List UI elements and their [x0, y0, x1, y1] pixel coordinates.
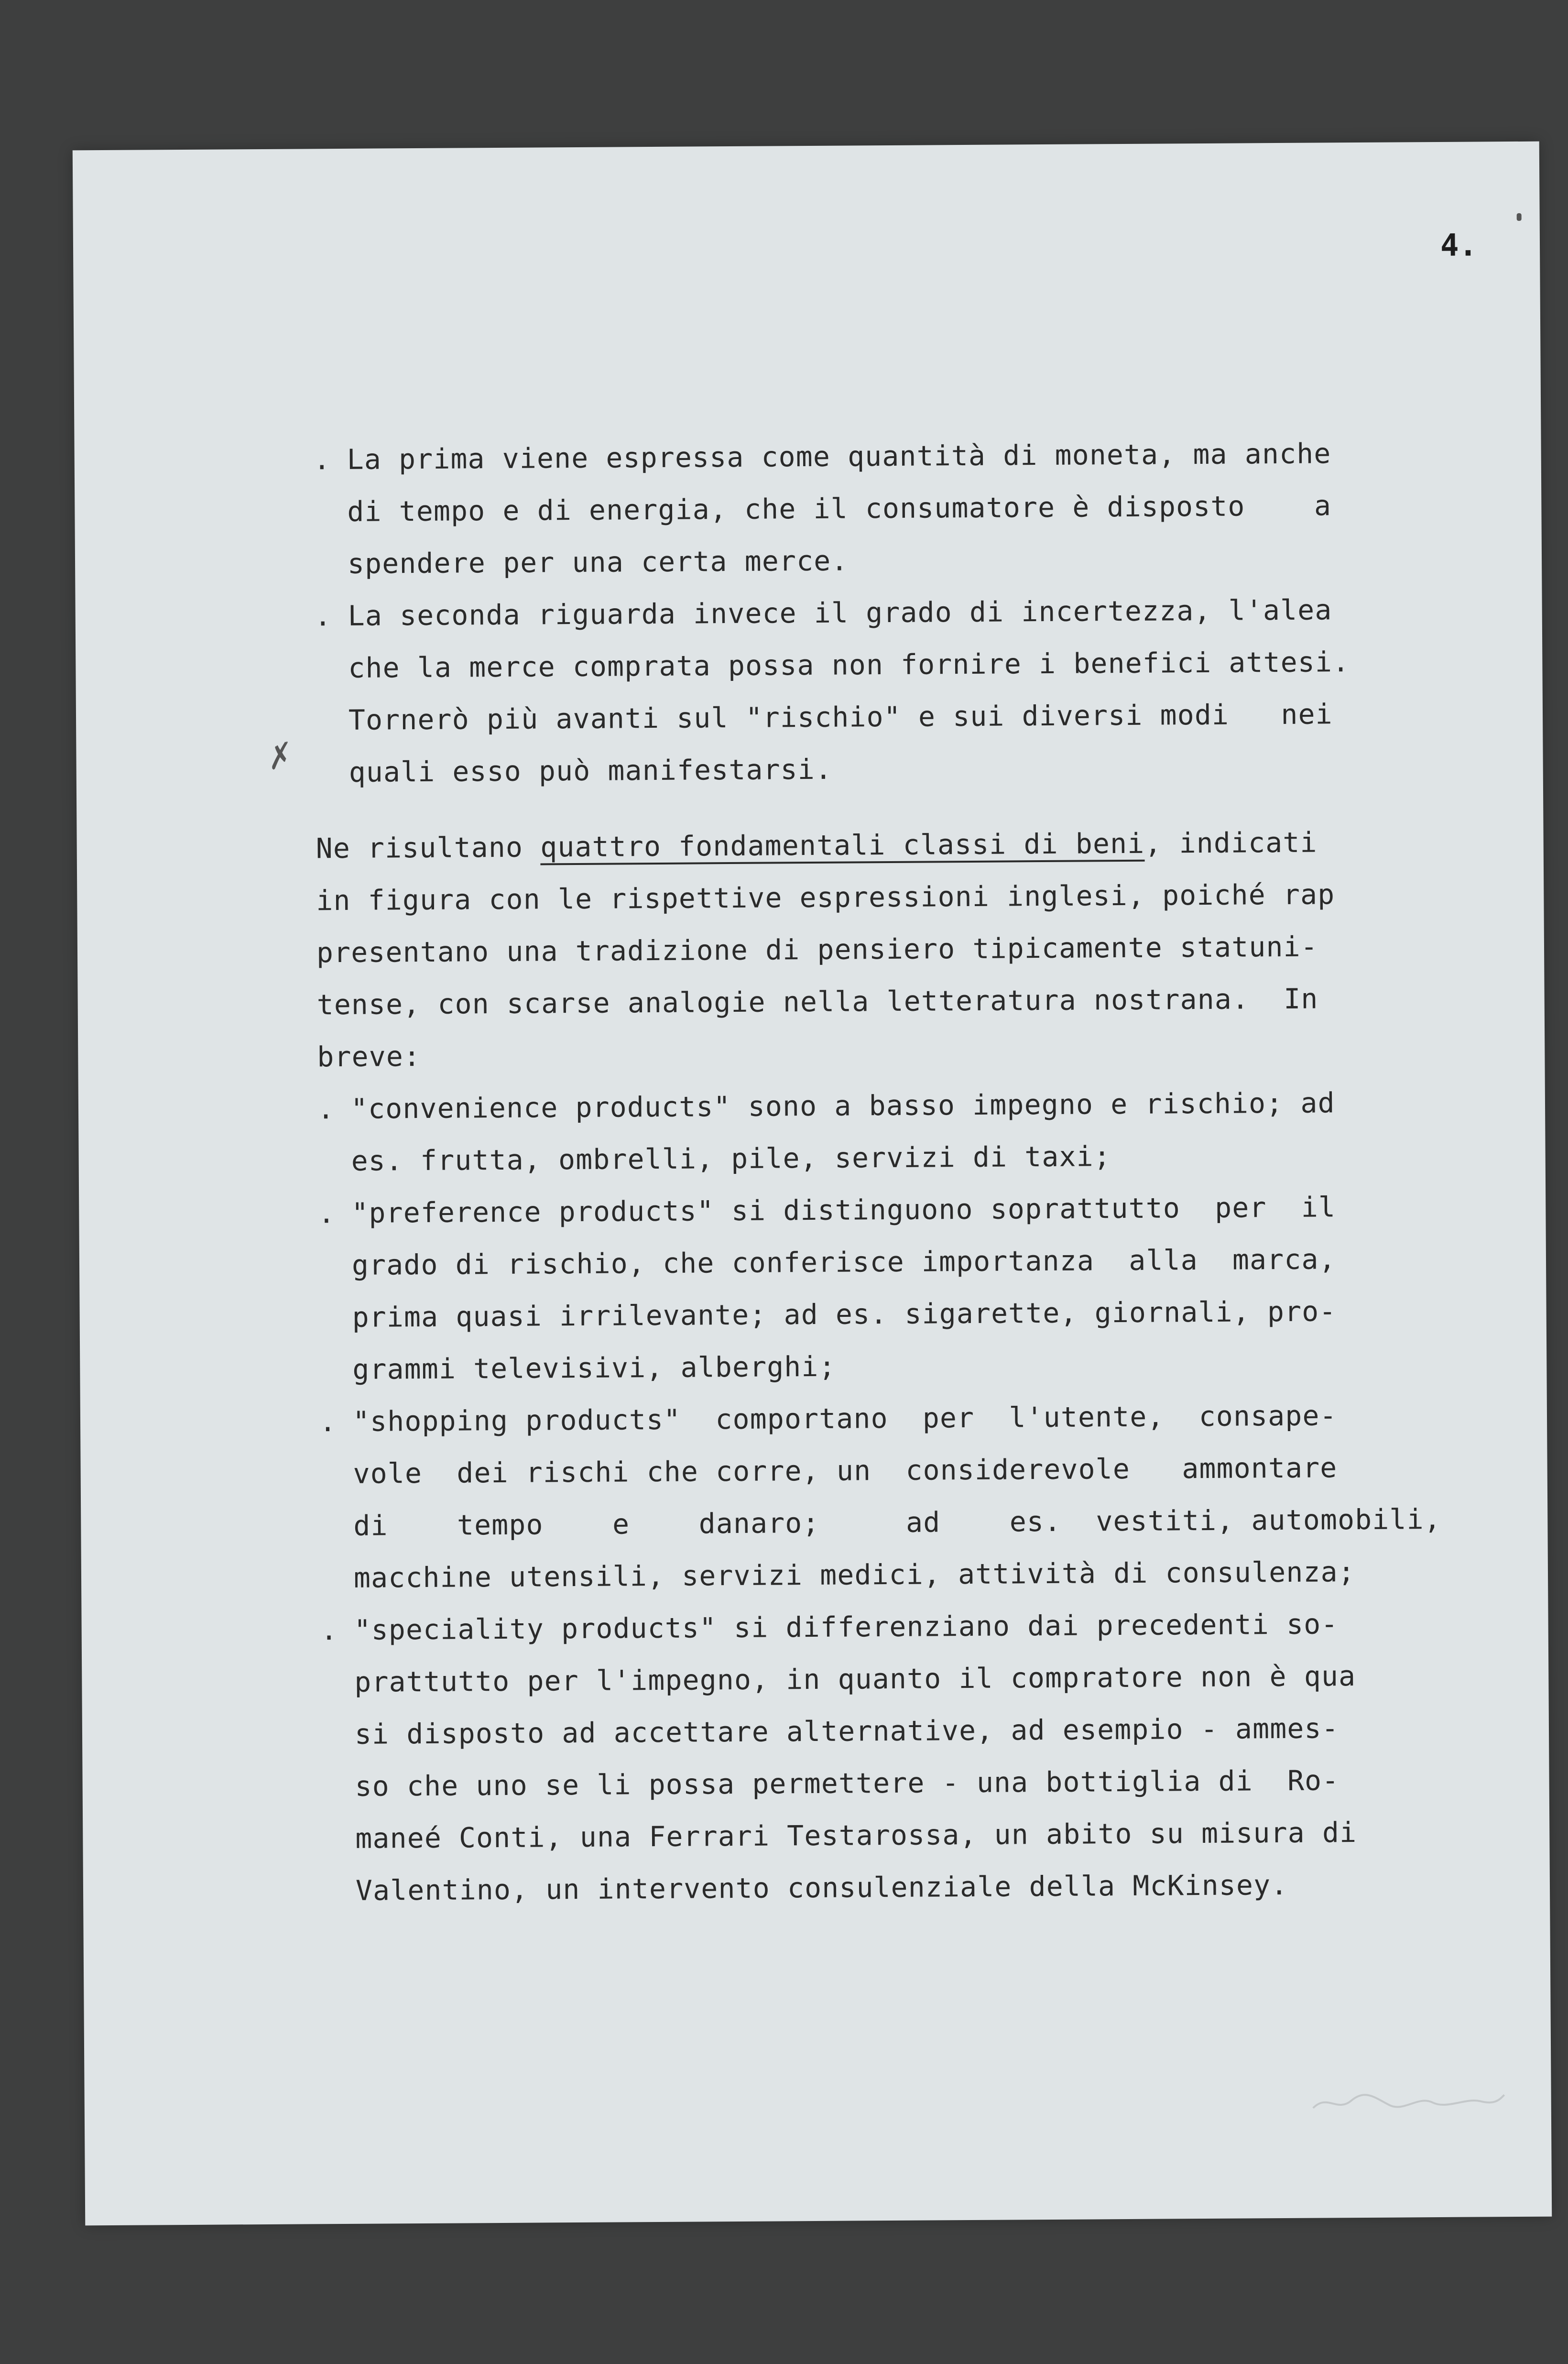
text-line: "convenience products" sono a basso impegno e rischio; ad — [350, 1086, 1335, 1125]
list-item — [318, 1180, 1500, 1396]
text-line: di tempo e danaro; ad es. vestiti, automobili, — [353, 1502, 1442, 1542]
text-line: La seconda riguarda invece il grado di incertezza, l'alea — [348, 593, 1332, 632]
text-line: maneé Conti, una Ferrari Testarossa, un abito su misura di — [355, 1816, 1357, 1855]
list-item — [314, 583, 1496, 799]
text-line: grado di rischio, che conferisce importanza alla marca, — [351, 1243, 1336, 1281]
text-line: che la merce comprata possa non fornire i benefici attesi. — [348, 646, 1350, 684]
text-line: presentano una tradizione di pensiero tipicamente statuni- — [316, 930, 1318, 969]
text-line: tense, con scarse analogie nella letteratura nostrana. In — [316, 982, 1318, 1021]
text-line: prima quasi irrilevante; ad es. sigarette, giornali, pro- — [352, 1295, 1337, 1334]
bullet-marker: . — [319, 1405, 337, 1438]
text-line: di tempo e di energia, che il consumatore è disposto a — [347, 489, 1332, 528]
text-line: si disposto ad accettare alternative, ad esempio - ammes- — [354, 1712, 1339, 1751]
text-line: spendere per una certa merce. — [347, 544, 849, 580]
text-line: macchine utensili, servizi medici, attività di consulenza; — [353, 1555, 1356, 1594]
bullet-marker: . — [313, 443, 331, 476]
text-line: prattutto per l'impegno, in quanto il compratore non è qua — [354, 1660, 1356, 1698]
paper-sheet — [73, 142, 1552, 2226]
list-item — [317, 1076, 1499, 1187]
punch-mark — [1517, 213, 1522, 221]
typed-text — [313, 427, 1503, 1917]
paragraph — [316, 815, 1498, 1083]
text-line: es. frutta, ombrelli, pile, servizi di taxi; — [351, 1140, 1111, 1177]
text-line: vole dei rischi che corre, un considerevole ammontare — [353, 1451, 1338, 1490]
bullet-marker: . — [318, 1197, 336, 1230]
text-line: grammi televisivi, alberghi; — [352, 1350, 836, 1386]
list-item — [313, 427, 1495, 590]
text-line: "shopping products" comportano per l'utente, consape- — [352, 1399, 1337, 1438]
list-item — [320, 1597, 1503, 1917]
bullet-marker: . — [320, 1614, 338, 1647]
text-line: "preference products" si distinguono soprattutto per il — [351, 1191, 1336, 1229]
text-line: breve: — [317, 1040, 421, 1073]
text-fragment: , indicati — [1144, 826, 1318, 860]
list-item — [319, 1389, 1502, 1604]
text-line: Tornerò più avanti sul "rischio" e sui diversi modi nei — [348, 698, 1333, 736]
text-line: in figura con le rispettive espressioni inglesi, poiché rap — [316, 878, 1335, 917]
bullet-marker: . — [314, 600, 332, 633]
text-line: "speciality products" si differenziano dai precedenti so- — [354, 1608, 1339, 1646]
margin-check-mark: ✗ — [260, 736, 296, 778]
faint-pencil-scribble — [1308, 2078, 1509, 2123]
bullet-marker: . — [317, 1093, 335, 1126]
text-fragment: Ne risultano — [316, 831, 541, 865]
text-line: La prima viene espressa come quantità di moneta, ma anche — [347, 437, 1331, 476]
page-number: 4. — [1440, 228, 1478, 263]
text-line: quali esso può manifestarsi. — [348, 753, 833, 788]
text-line: Valentino, un intervento consulenziale della McKinsey. — [355, 1868, 1288, 1907]
text-line: so che uno se li possa permettere - una bottiglia di Ro- — [355, 1764, 1339, 1803]
underlined-phrase: quattro fondamentali classi di beni — [540, 827, 1145, 864]
